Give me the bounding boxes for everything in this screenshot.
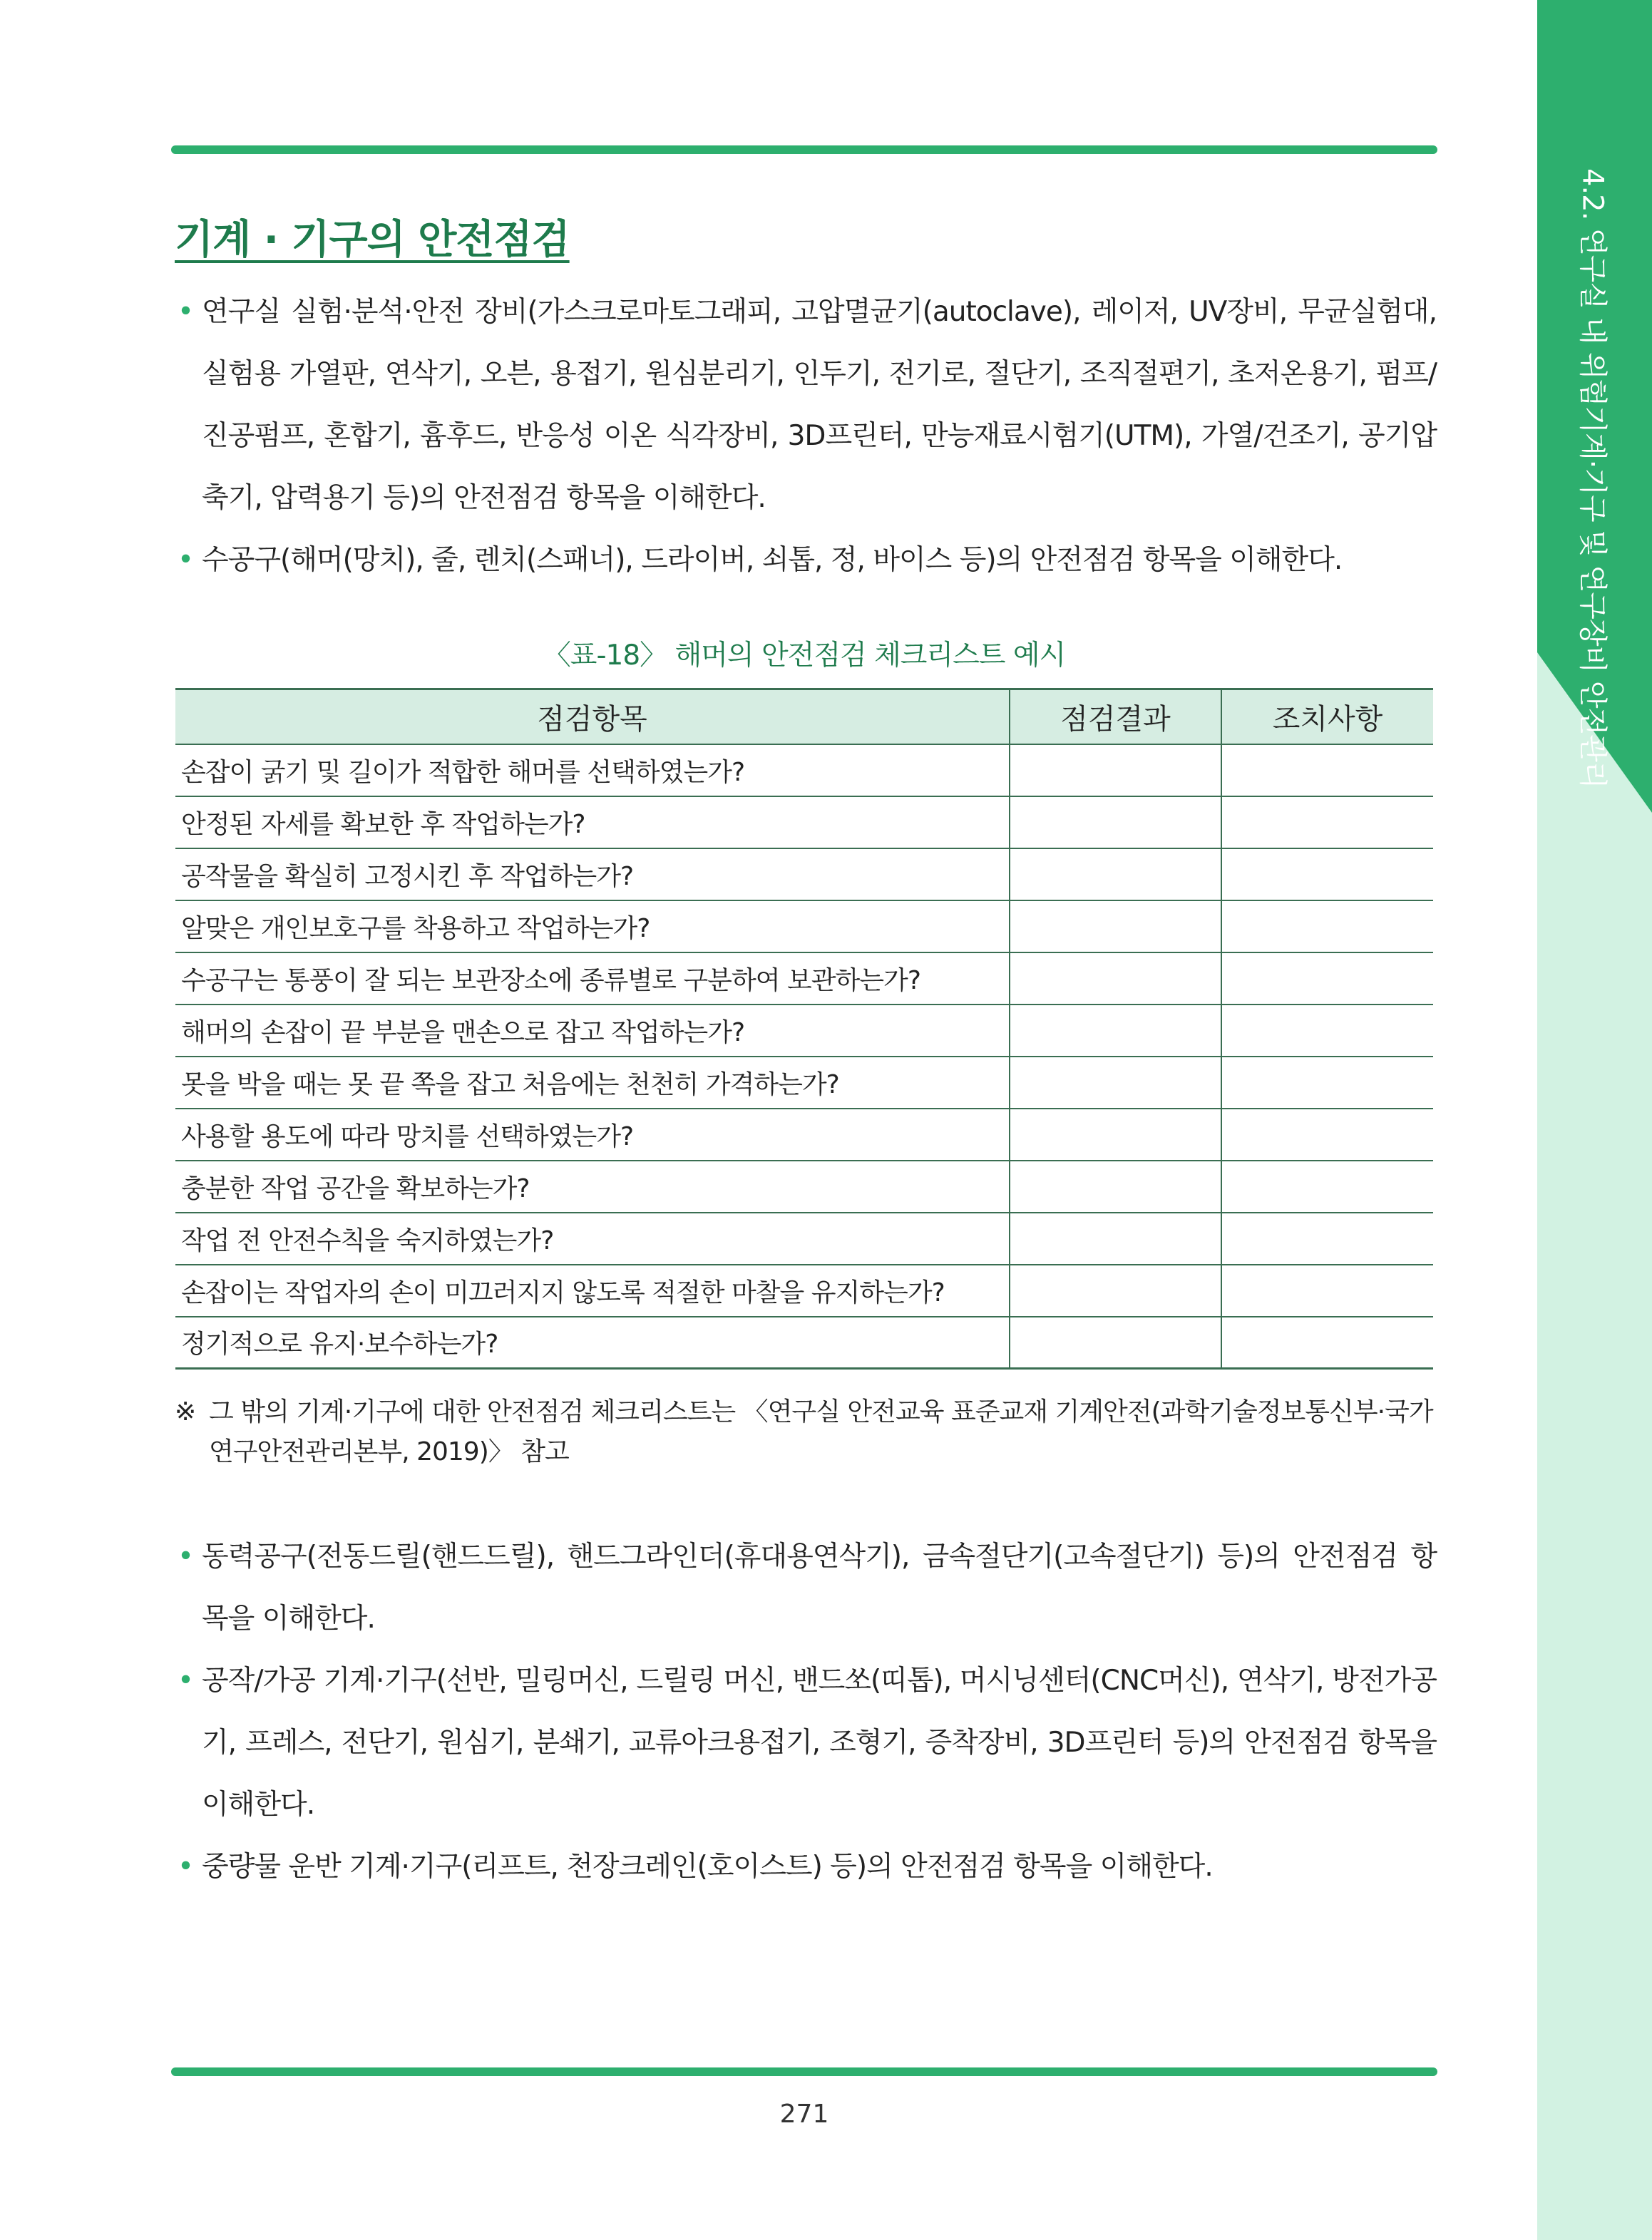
note-mark: ※ [175, 1397, 196, 1427]
section-title: 기계 · 기구의 안전점검 [175, 217, 570, 263]
result-cell [1010, 1109, 1221, 1161]
table-row [175, 1005, 1433, 1057]
result-cell [1010, 900, 1221, 952]
table-row [175, 1057, 1433, 1109]
table-row [175, 744, 1433, 796]
table-row [175, 796, 1433, 848]
reference-note [175, 1392, 1437, 1472]
action-cell [1221, 952, 1433, 1005]
page-number: 271 [779, 2100, 829, 2129]
action-cell [1221, 1005, 1433, 1057]
more-bullet-list [175, 1526, 1437, 1898]
action-cell [1221, 1213, 1433, 1265]
table-row [175, 1109, 1433, 1161]
intro-bullet-list [175, 281, 1437, 591]
bullet-item: • 동력공구(전동드릴(핸드드릴), 핸드그라인더(휴대용연삭기), 금속절단기(고속절단기) 등)의 안전점검 항목을 이해한다. [175, 1526, 1437, 1650]
action-cell [1221, 1057, 1433, 1109]
table-row [175, 1213, 1433, 1265]
result-cell [1010, 1005, 1221, 1057]
action-cell [1221, 1265, 1433, 1317]
bullet-item: • 수공구(해머(망치), 줄, 렌치(스패너), 드라이버, 쇠톱, 정, 바이스 등)의 안전점검 항목을 이해한다. [175, 529, 1437, 591]
result-cell [1010, 1317, 1221, 1369]
result-cell [1010, 848, 1221, 900]
action-cell [1221, 1109, 1433, 1161]
check-item-text: 충분한 작업 공간을 확보하는가? [175, 1161, 1010, 1213]
result-cell [1010, 1265, 1221, 1317]
top-rule [171, 145, 1437, 154]
check-item-text: 공작물을 확실히 고정시킨 후 작업하는가? [175, 848, 1010, 900]
check-item-text: 못을 박을 때는 못 끝 쪽을 잡고 처음에는 천천히 가격하는가? [175, 1057, 1010, 1109]
action-cell [1221, 796, 1433, 848]
check-item-text: 손잡이 굵기 및 길이가 적합한 해머를 선택하였는가? [175, 744, 1010, 796]
action-cell [1221, 744, 1433, 796]
check-item-text: 정기적으로 유지·보수하는가? [175, 1317, 1010, 1369]
table-row [175, 848, 1433, 900]
check-item-text: 작업 전 안전수칙을 숙지하였는가? [175, 1213, 1010, 1265]
action-cell [1221, 900, 1433, 952]
result-cell [1010, 1213, 1221, 1265]
check-item-text: 사용할 용도에 따라 망치를 선택하였는가? [175, 1109, 1010, 1161]
check-item-text: 손잡이는 작업자의 손이 미끄러지지 않도록 적절한 마찰을 유지하는가? [175, 1265, 1010, 1317]
table-row [175, 952, 1433, 1005]
action-cell [1221, 848, 1433, 900]
check-item-text: 안정된 자세를 확보한 후 작업하는가? [175, 796, 1010, 848]
table-row [175, 1317, 1433, 1369]
action-cell [1221, 1161, 1433, 1213]
header-check-item: 점검항목 [175, 689, 1010, 744]
table-header-row [175, 689, 1433, 744]
check-item-text: 해머의 손잡이 끝 부분을 맨손으로 잡고 작업하는가? [175, 1005, 1010, 1057]
header-action: 조치사항 [1221, 689, 1433, 744]
chapter-tab-label: 4.2. 연구실 내 위험기계·기구 및 연구장비 안전관리 [1576, 168, 1609, 788]
table-row [175, 1265, 1433, 1317]
result-cell [1010, 796, 1221, 848]
result-cell [1010, 1057, 1221, 1109]
table-caption: 〈표-18〉 해머의 안전점검 체크리스트 예시 [543, 639, 1066, 672]
result-cell [1010, 744, 1221, 796]
table-row [175, 1161, 1433, 1213]
note-text: 그 밖의 기계·기구에 대한 안전점검 체크리스트는 〈연구실 안전교육 표준교재 기계안전(과학기술정보통신부·국가연구안전관리본부, 2019)〉 참고 [209, 1397, 1433, 1466]
bullet-item: • 연구실 실험·분석·안전 장비(가스크로마토그래피, 고압멸균기(autoclave), 레이저, UV장비, 무균실험대, 실험용 가열판, 연삭기, 오븐, 용접기, 원심분리기, 인두기, 전기로, 절단기, 조직절편기, 초저온용기, 펌프/진공펌프, 혼합기, 흄후드, 반응성 이온 식각장비, 3D프린터, 만능재료시험기(UTM), 가열/건조기, 공기압축기, 압력용기 등)의 안전점검 항목을 이해한다. [175, 281, 1437, 529]
result-cell [1010, 1161, 1221, 1213]
table-row [175, 900, 1433, 952]
result-cell [1010, 952, 1221, 1005]
bullet-item: • 공작/가공 기계·기구(선반, 밀링머신, 드릴링 머신, 밴드쏘(띠톱), 머시닝센터(CNC머신), 연삭기, 방전가공기, 프레스, 전단기, 원심기, 분쇄기, 교류아크용접기, 조형기, 증착장비, 3D프린터 등)의 안전점검 항목을 이해한다. [175, 1650, 1437, 1836]
bullet-item: • 중량물 운반 기계·기구(리프트, 천장크레인(호이스트) 등)의 안전점검 항목을 이해한다. [175, 1836, 1437, 1898]
action-cell [1221, 1317, 1433, 1369]
checklist-table [175, 688, 1433, 1370]
check-item-text: 알맞은 개인보호구를 착용하고 작업하는가? [175, 900, 1010, 952]
check-item-text: 수공구는 통풍이 잘 되는 보관장소에 종류별로 구분하여 보관하는가? [175, 952, 1010, 1005]
bottom-rule [171, 2067, 1437, 2076]
header-check-result: 점검결과 [1010, 689, 1221, 744]
